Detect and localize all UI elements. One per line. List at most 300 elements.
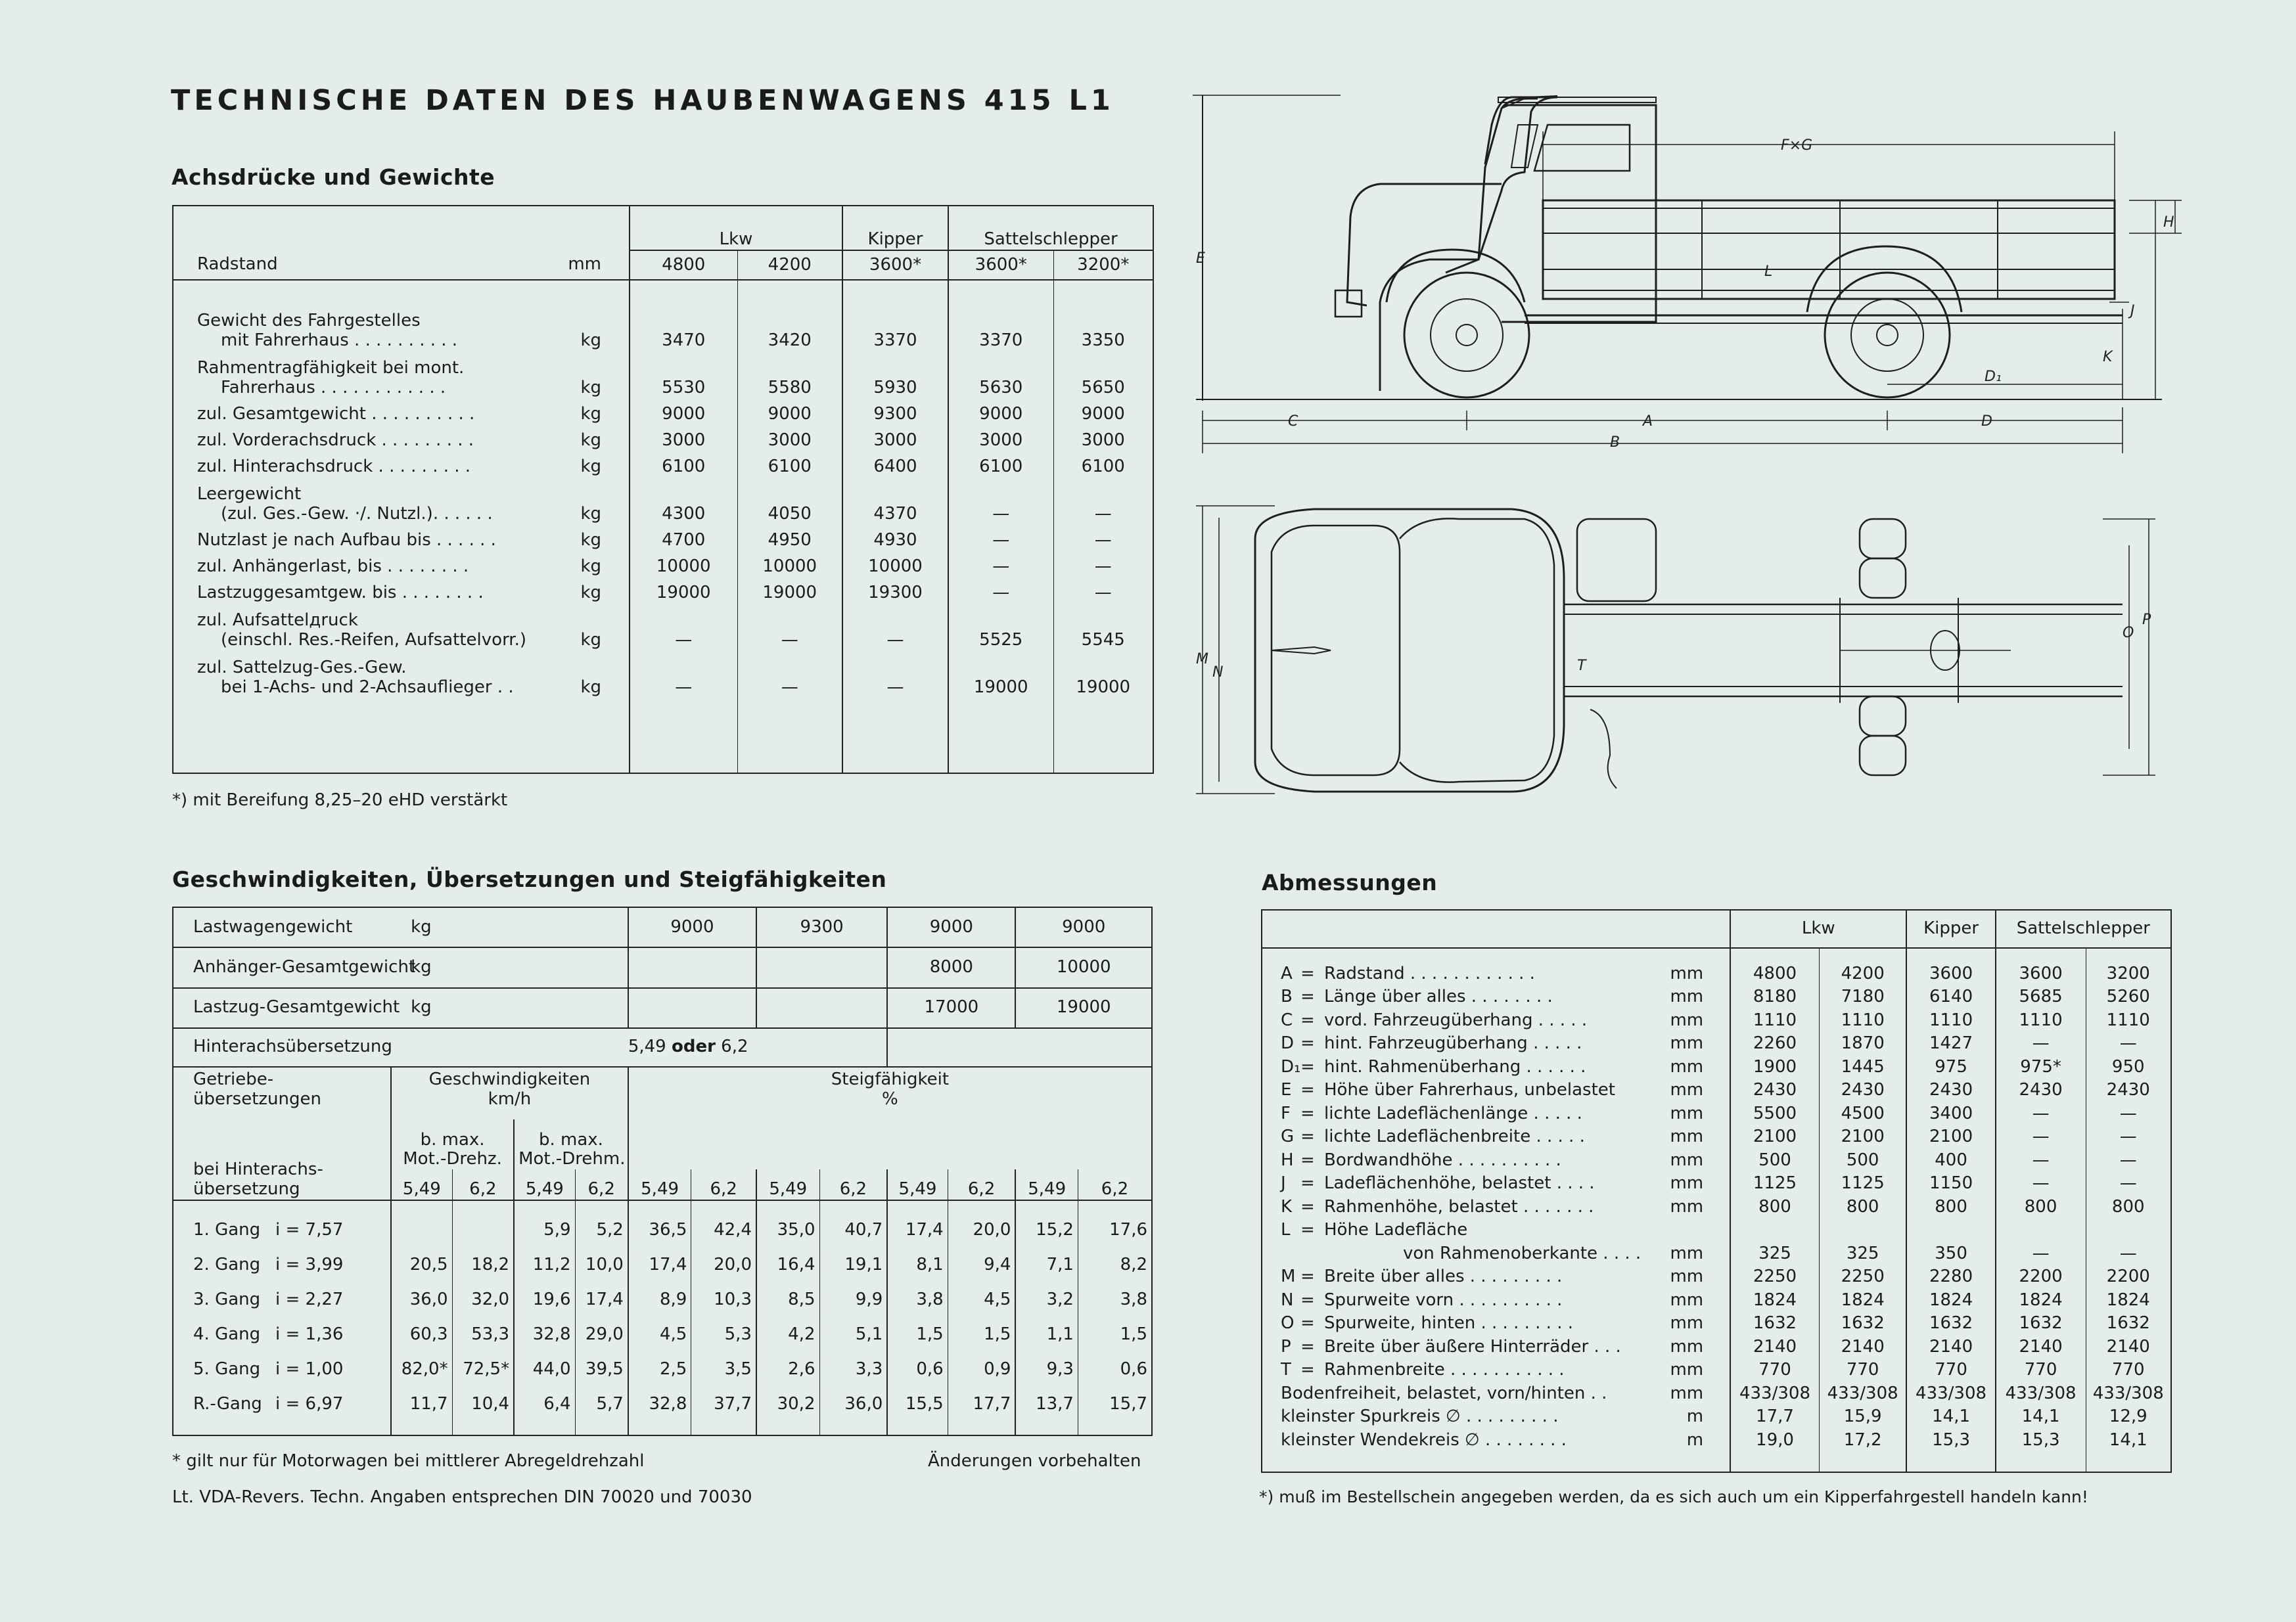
abm-value: 1110 [1996,1009,2086,1033]
achs-value: 3000 [842,424,948,451]
abm-value: 2430 [1730,1079,1819,1103]
gear-value: 18,2 [452,1248,514,1283]
weight-row-value: 9000 [628,907,756,947]
sub-header-drehz [391,1119,514,1169]
achs-row-label-wrap [197,457,625,477]
gear-value: 9,3 [1015,1353,1078,1387]
achs-row-label [173,551,630,577]
abm-value: 325 [1819,1242,1906,1266]
abm-value: 1824 [1996,1289,2086,1313]
gear-ratio: i = 2,27 [275,1290,344,1310]
abm-spacer-cell [1262,1453,1730,1472]
abm-value: 14,1 [2086,1429,2171,1453]
achs-value: 6100 [1053,451,1153,477]
gear-value: 17,4 [628,1248,691,1283]
weight-row [173,907,1152,947]
gear-spacer-cell [887,1200,948,1213]
achs-value: 10000 [737,551,842,577]
gear-value: 82,0* [391,1353,452,1387]
abm-group-lkw: Lkw [1730,910,1906,948]
achs-value: 4700 [630,524,737,551]
achs-row [173,551,1153,577]
abm-row-label [1262,1173,1730,1196]
achs-row-label-line: Lastzuggesamtgew. bis . . . . . . . . [197,583,484,603]
gear-value: 53,3 [452,1318,514,1353]
achs-row-label-line: Leergewicht [197,484,302,505]
achs-row-unit: kg [580,430,601,451]
getriebe-label-line: Getriebe- [193,1069,274,1089]
gear-value: 20,0 [691,1248,756,1283]
achs-row [173,424,1153,451]
achs-value: 19000 [1053,650,1153,698]
abm-value: 800 [2086,1196,2171,1219]
geschw-footnote: * gilt nur für Motorwagen bei mittlerer Abregeldrehzahl [172,1451,645,1471]
abm-value: 5500 [1730,1102,1819,1126]
abm-value: 2430 [2086,1079,2171,1103]
dim-o-label: O [2123,625,2134,641]
abm-value: 500 [1819,1149,1906,1173]
gear-name: 3. Gang [193,1290,261,1310]
abm-row-unit: mm [1670,1173,1704,1194]
gear-value: 8,1 [887,1248,948,1283]
abm-value: 17,7 [1730,1406,1819,1430]
abm-row-key: M [1281,1267,1296,1287]
abm-value: 2140 [1730,1336,1819,1359]
gear-value: 20,0 [948,1213,1015,1248]
gear-spacer-cell [628,1422,691,1435]
dim-l-label: L [1764,263,1773,280]
achs-row-label-line: Fahrerhaus . . . . . . . . . . . . [221,378,446,398]
abm-row [1262,1289,2171,1313]
gear-value: 19,1 [819,1248,887,1283]
gear-spacer-cell [173,1422,391,1435]
weight-row-value: 9000 [887,907,1015,947]
achs-spacer-cell [173,280,630,304]
gear-ratio: i = 3,99 [275,1255,344,1275]
abm-row-label [1262,1289,1730,1313]
dim-h-label: H [2163,214,2174,231]
gear-spacer-cell [391,1422,452,1435]
abm-value: — [2086,1149,2171,1173]
achs-spacer-cell [948,280,1053,304]
gear-label [173,1353,391,1387]
geschw-label-line: Geschwindigkeiten [428,1069,591,1089]
dim-e-label: E [1196,250,1205,267]
abm-value: 19,0 [1730,1429,1819,1453]
achs-spacer-row [173,280,1153,304]
hinterachs-value [628,1028,887,1067]
ratio-header: 5,49 [391,1169,452,1200]
hinterachs-empty [887,1028,1152,1067]
gear-value: 1,5 [1078,1318,1152,1353]
achs-value: 6100 [630,451,737,477]
hinterachs-value-b: 6,2 [721,1037,748,1057]
hinterachs-label: Hinterachsübersetzung [193,1037,392,1057]
ratio-header: 6,2 [819,1169,887,1200]
abm-row-unit: mm [1670,1196,1704,1217]
getriebe-header [173,1067,391,1169]
achs-value: — [737,603,842,650]
abm-value: 1632 [1996,1313,2086,1336]
abm-value: 1632 [1730,1313,1819,1336]
achs-row [173,577,1153,603]
ratio-header: 6,2 [452,1169,514,1200]
ratio-header: 6,2 [948,1169,1015,1200]
gear-spacer-cell [887,1422,948,1435]
achs-value: 5630 [948,351,1053,398]
gear-value: 5,1 [819,1318,887,1353]
gear-value: 35,0 [756,1213,819,1248]
abm-value: 3600 [1906,962,1995,986]
dim-c-label: C [1288,413,1298,430]
truck-side-view-drawing [1170,85,2195,466]
achs-row-label-wrap [197,631,625,650]
abm-row [1262,1242,2171,1266]
achs-row-unit: kg [580,457,601,477]
achs-value: — [1053,477,1153,524]
achs-row-unit: kg [580,556,601,577]
abm-group-kipper: Kipper [1906,910,1995,948]
achs-row [173,398,1153,424]
gear-value: 4,2 [756,1318,819,1353]
abm-value: 800 [1996,1196,2086,1219]
abm-value: 1632 [1819,1313,1906,1336]
abm-row-key: J [1281,1173,1286,1194]
abm-spacer-row [1262,1453,2171,1472]
achs-value: 4930 [842,524,948,551]
achs-row-label-wrap [197,583,625,603]
abm-row-key: L [1281,1220,1291,1240]
achs-row-label-wrap [197,531,625,551]
ratio-header: 6,2 [1078,1169,1152,1200]
abm-value: 1632 [1906,1313,1995,1336]
abm-value: 1900 [1730,1056,1819,1079]
abm-row-label [1262,1406,1730,1430]
abm-row-unit: mm [1670,1383,1704,1403]
gear-spacer-row [173,1422,1152,1435]
achs-value: 9000 [948,398,1053,424]
abm-row-eq: = [1300,1313,1315,1334]
achs-value: 5525 [948,603,1053,650]
abm-row-eq: = [1300,1196,1315,1217]
abm-spacer-cell [1906,948,1995,962]
achs-value: 4300 [630,477,737,524]
gear-label [173,1318,391,1353]
abm-value: 800 [1730,1196,1819,1219]
steig-label-line: Steigfähigkeit [831,1069,950,1089]
achs-radstand-value: 3200* [1053,250,1153,280]
gear-value: 1,5 [887,1318,948,1353]
abm-row-key: B [1281,987,1293,1007]
abm-value [1730,1219,1819,1243]
abm-row-label [1262,1009,1730,1033]
achs-row-unit: kg [580,630,601,650]
abm-value: 400 [1906,1149,1995,1173]
weight-row-value: 9000 [1015,907,1152,947]
section-heading-abmessungen: Abmessungen [1262,870,1438,895]
achsdruecke-table [172,205,1154,774]
achs-row-label-line: mit Fahrerhaus . . . . . . . . . . [221,330,458,351]
dim-k-label: K [2103,349,2113,365]
abm-footnote: *) muß im Bestellschein angegeben werden, da es sich auch um ein Kipperfahrgestell handeln kann! [1259,1487,2088,1506]
abm-row-eq: = [1300,1173,1315,1194]
achs-value: — [948,551,1053,577]
abm-row-eq: = [1300,1150,1315,1170]
geschw-group-header [391,1067,628,1119]
abm-value [1996,1219,2086,1243]
abm-row-label [1262,1126,1730,1150]
ratio-header: 6,2 [575,1169,628,1200]
gear-spacer-cell [514,1422,575,1435]
abm-row-label [1262,1033,1730,1056]
achs-row [173,650,1153,698]
geschwindigkeiten-table [172,907,1153,1436]
abm-spacer-cell [1730,948,1819,962]
abm-row-text: Radstand . . . . . . . . . . . . [1324,963,1535,983]
gear-value: 10,0 [575,1248,628,1283]
abm-row-text: kleinster Spurkreis ∅ . . . . . . . . . [1281,1407,1559,1427]
achs-value: 5545 [1053,603,1153,650]
abm-value: — [1996,1102,2086,1126]
gear-row [173,1283,1152,1318]
weight-row-value: 19000 [1015,988,1152,1028]
abm-value: — [1996,1126,2086,1150]
achs-group-sattel: Sattelschlepper [948,206,1153,250]
abm-value: 1632 [2086,1313,2171,1336]
achs-value: 9000 [737,398,842,424]
abm-value: 2140 [1819,1336,1906,1359]
achs-value: — [1053,577,1153,603]
gear-value: 39,5 [575,1353,628,1387]
sub-header-line: Mot.-Drehm. [518,1149,626,1169]
abm-row-unit: mm [1670,1150,1704,1170]
abm-value: 2430 [1906,1079,1995,1103]
achs-radstand-value: 3600* [842,250,948,280]
abm-row-key: T [1281,1360,1291,1380]
abm-row-eq: = [1300,1010,1315,1030]
achs-value: 5530 [630,351,737,398]
abm-row-unit: m [1686,1407,1704,1427]
abm-value: 950 [2086,1056,2171,1079]
abm-row-text: vord. Fahrzeugüberhang . . . . . [1324,1010,1588,1030]
abm-row-key: H [1281,1150,1294,1170]
abm-row [1262,1173,2171,1196]
achs-value: 3000 [948,424,1053,451]
abm-value: 14,1 [1906,1406,1995,1430]
abm-value: 5260 [2086,986,2171,1010]
ratio-header: 6,2 [691,1169,756,1200]
abm-value: 2100 [1819,1126,1906,1150]
achs-row-label-line: bei 1-Achs- und 2-Achsauflieger . . [221,677,514,698]
achs-row-label-line: Nutzlast je nach Aufbau bis . . . . . . [197,530,496,551]
achs-row-unit: kg [580,530,601,551]
achs-value: 6400 [842,451,948,477]
gear-label [173,1283,391,1318]
gear-value: 3,5 [691,1353,756,1387]
achs-value: — [630,603,737,650]
achs-spacer-cell [630,698,737,773]
weight-row [173,947,1152,987]
abm-value [1819,1219,1906,1243]
abm-row [1262,1126,2171,1150]
weight-row-value [628,988,756,1028]
achs-row-label [173,424,630,451]
gear-value: 17,4 [575,1283,628,1318]
abm-value: 2280 [1906,1266,1995,1290]
achs-row-label-wrap [197,557,625,577]
gear-spacer-row [173,1200,1152,1213]
abm-value: 770 [1906,1359,1995,1383]
gear-value: 15,2 [1015,1213,1078,1248]
abm-value: 2260 [1730,1033,1819,1056]
abm-row-unit: mm [1670,1336,1704,1357]
abm-row-label [1262,962,1730,986]
abm-value [1906,1219,1995,1243]
abm-value: 2140 [1996,1336,2086,1359]
abm-value: — [2086,1033,2171,1056]
abm-row-text: Bodenfreiheit, belastet, vorn/hinten . . [1281,1383,1607,1403]
gear-spacer-cell [948,1200,1015,1213]
achs-row-label-wrap [197,431,625,451]
gear-value [391,1213,452,1248]
gear-value: 11,2 [514,1248,575,1283]
abm-row-text: Rahmenhöhe, belastet . . . . . . . [1324,1196,1594,1217]
achs-radstand-header [173,250,630,280]
abm-row-unit: mm [1670,1290,1704,1310]
abm-spacer-row [1262,948,2171,962]
achs-row [173,451,1153,477]
abm-row-label [1262,1359,1730,1383]
abm-row-unit: mm [1670,1010,1704,1030]
gear-ratio: i = 1,00 [275,1359,344,1380]
gear-spacer-cell [691,1422,756,1435]
abm-value: 1427 [1906,1033,1995,1056]
weight-row-unit: kg [411,916,432,937]
abm-spacer-cell [2086,1453,2171,1472]
abm-value: 1110 [1730,1009,1819,1033]
achs-row-unit: kg [580,330,601,351]
abm-spacer-cell [1730,1453,1819,1472]
steig-group-header [628,1067,1152,1169]
weight-row-label: Lastzug-Gesamtgewicht [193,997,400,1018]
achs-value: 19000 [737,577,842,603]
gear-value: 36,0 [819,1387,887,1422]
abm-spacer-cell [1906,1453,1995,1472]
abm-row-label [1262,986,1730,1010]
weight-row-value: 8000 [887,947,1015,987]
abm-row-eq: = [1300,1080,1315,1100]
abm-row-label [1262,1196,1730,1219]
abm-value: 770 [1996,1359,2086,1383]
dim-m-label: M [1196,651,1208,667]
abm-spacer-cell [1819,948,1906,962]
abm-value: 325 [1730,1242,1819,1266]
abm-row-key: D [1281,1033,1295,1054]
achs-value: 4950 [737,524,842,551]
gear-value: 1,1 [1015,1318,1078,1353]
abm-value: 2430 [1819,1079,1906,1103]
achs-footnote: *) mit Bereifung 8,25–20 eHD verstärkt [172,790,508,810]
gear-value: 17,7 [948,1387,1015,1422]
achs-row-label-line: zul. Hinterachsdruck . . . . . . . . . [197,457,471,477]
gear-spacer-cell [756,1200,819,1213]
weight-row-value: 17000 [887,988,1015,1028]
gear-value: 3,8 [887,1283,948,1318]
achs-row-label-line: zul. Sattelzug-Ges.-Gew. [197,658,407,678]
abm-row-eq: = [1300,1056,1315,1077]
achs-value: — [842,603,948,650]
achs-row-label [173,477,630,524]
sub-header-line: b. max. [420,1129,485,1150]
gear-value: 8,2 [1078,1248,1152,1283]
abm-row-text: Länge über alles . . . . . . . . [1324,987,1553,1007]
achs-value: 9000 [1053,398,1153,424]
achs-row-label-line: (einschl. Res.-Reifen, Aufsattelvorr.) [221,630,527,650]
abm-value: 3200 [2086,962,2171,986]
gear-value: 16,4 [756,1248,819,1283]
gear-row [173,1248,1152,1283]
abm-row-label [1262,1336,1730,1359]
gear-value: 17,4 [887,1213,948,1248]
gear-value: 36,0 [391,1283,452,1318]
achs-row-label [173,351,630,398]
achs-row-label-wrap [197,405,625,424]
abm-row [1262,1009,2171,1033]
achs-radstand-label: Radstand [197,254,278,275]
abm-row-label [1262,1266,1730,1290]
abm-row-key: N [1281,1290,1294,1310]
gear-value: 32,8 [628,1387,691,1422]
gear-value: 8,9 [628,1283,691,1318]
achs-value: 10000 [842,551,948,577]
gear-label [173,1387,391,1422]
gear-value: 0,6 [1078,1353,1152,1387]
abm-row [1262,1406,2171,1430]
gear-spacer-cell [819,1200,887,1213]
abm-value: — [1996,1242,2086,1266]
gear-label [173,1213,391,1248]
gear-row [173,1318,1152,1353]
abm-value: — [2086,1102,2171,1126]
gear-value: 4,5 [948,1283,1015,1318]
gear-value: 5,2 [575,1213,628,1248]
abm-row-label [1262,1102,1730,1126]
abm-row-unit: mm [1670,987,1704,1007]
dim-j-label: J [2130,303,2135,319]
gear-ratio: i = 6,97 [275,1394,344,1414]
gear-row [173,1353,1152,1387]
abm-row-unit: mm [1670,1267,1704,1287]
achs-row-label-line: Rahmentragfähigkeit bei mont. [197,358,465,378]
achs-row [173,477,1153,524]
abm-value: 2250 [1819,1266,1906,1290]
abm-row-eq: = [1300,1103,1315,1123]
abm-value: 4500 [1819,1102,1906,1126]
achs-row-label-wrap [197,505,625,524]
abm-row-unit: mm [1670,963,1704,983]
abm-row-eq: = [1300,1127,1315,1147]
abm-value: 770 [1819,1359,1906,1383]
abm-value: 975 [1906,1056,1995,1079]
abm-value: 1824 [2086,1289,2171,1313]
section-heading-geschwindigkeiten: Geschwindigkeiten, Übersetzungen und Steigfähigkeiten [172,867,887,892]
abm-row-key: D₁ [1281,1056,1301,1077]
gear-name: 4. Gang [193,1324,261,1345]
achs-value: 4050 [737,477,842,524]
abm-value: — [1996,1173,2086,1196]
achs-value: — [1053,551,1153,577]
gear-value: 40,7 [819,1213,887,1248]
